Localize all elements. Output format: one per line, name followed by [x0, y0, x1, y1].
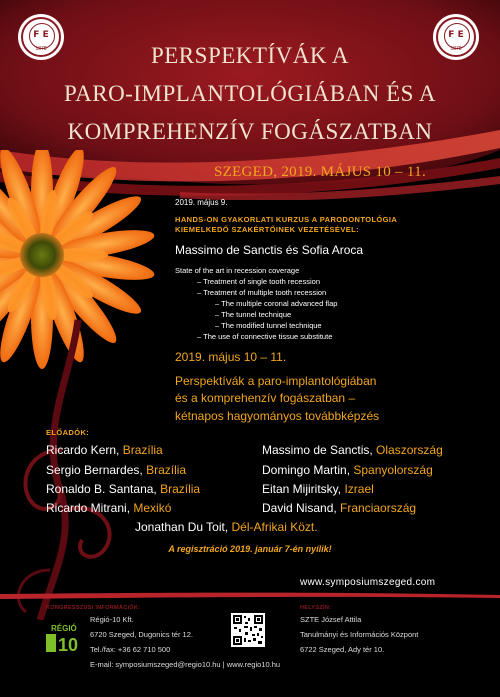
registration-notice: A regisztráció 2019. január 7-én nyílik!: [168, 544, 332, 554]
course-heading-line-2: KIEMELKEDŐ SZAKÉRTŐINEK VEZETÉSÉVEL:: [175, 225, 359, 234]
conference-date: 2019. május 10 – 11.: [175, 350, 287, 364]
conference-title-line-1: Perspektívák a paro-implantológiában: [175, 374, 377, 388]
speaker-entry: Ricardo Mitrani, Mexikó: [46, 501, 172, 515]
course-topics-list: [175, 265, 337, 342]
speaker-entry: Domingo Martin, Spanyolország: [262, 463, 433, 477]
regio10-logo: [46, 622, 88, 654]
topic-item: – Treatment of multiple tooth recession: [197, 288, 327, 297]
company-address: 6720 Szeged, Dugonics tér 12.: [90, 630, 193, 639]
society-seal-left: F E 1878: [18, 14, 64, 60]
speaker-entry: David Nisand, Franciaország: [262, 501, 417, 515]
venue-line-3: 6722 Szeged, Ady tér 10.: [300, 645, 385, 654]
topic-item: – The multiple coronal advanced flap: [215, 299, 338, 308]
venue-line-1: SZTE József Attila: [300, 615, 362, 624]
title-line-2: PARO-IMPLANTOLÓGIÁBAN ÉS A: [63, 81, 437, 106]
topic-item: State of the art in recession coverage: [175, 266, 300, 275]
footer-divider: [0, 592, 500, 600]
company-contact[interactable]: E-mail: symposiumszeged@regio10.hu | www.regio10.hu: [90, 660, 281, 669]
svg-text:10: 10: [58, 635, 79, 654]
title-line-3: KOMPREHENZÍV FOGÁSZATBAN: [67, 119, 433, 144]
website-link[interactable]: www.symposiumszeged.com: [300, 577, 436, 588]
speaker-entry: Sergio Bernardes, Brazília: [46, 463, 187, 477]
conference-title-line-3: kétnapos hagyományos továbbképzés: [175, 409, 380, 423]
topic-item: – Treatment of single tooth recession: [197, 277, 320, 286]
speaker-entry: Massimo de Sanctis, Olaszország: [262, 443, 443, 457]
conference-title-line-2: és a komprehenzív fogászatban –: [175, 391, 356, 405]
title-line-1: PERSPEKTÍVÁK A: [150, 43, 350, 68]
speakers-heading: ELŐADÓK:: [46, 428, 90, 437]
society-seal-right: F E 1878: [433, 14, 479, 60]
speaker-entry: Ricardo Kern, Brazília: [46, 443, 163, 457]
svg-text:RÉGIÓ: RÉGIÓ: [51, 624, 77, 633]
topic-item: – The modified tunnel technique: [215, 321, 322, 330]
topic-item: – The use of connective tissue substitute: [197, 332, 333, 341]
event-date: SZEGED, 2019. MÁJUS 10 – 11.: [213, 164, 427, 180]
company-phone: Tel./fax: +36 62 710 500: [90, 645, 171, 654]
speaker-entry: Ronaldo B. Santana, Brazília: [46, 482, 201, 496]
course-date: 2019. május 9.: [175, 198, 228, 207]
speaker-entry: Jonathan Du Toit, Dél-Afrikai Közt.: [135, 520, 318, 534]
company-name: Régió-10 Kft.: [90, 615, 134, 624]
venue-line-2: Tanulmányi és Információs Központ: [300, 630, 419, 639]
info-heading: KONGRESSZUSI INFORMÁCIÓK:: [46, 605, 141, 611]
venue-heading: HELYSZÍN:: [300, 605, 332, 611]
course-speakers: Massimo de Sanctis és Sofia Aroca: [175, 243, 364, 257]
speaker-entry: Eitan Mijiritsky, Izrael: [262, 482, 374, 496]
topic-item: – The tunnel technique: [215, 310, 292, 319]
course-heading-line-1: HANDS-ON GYAKORLATI KURZUS A PARODONTOLÓGIA: [175, 215, 398, 224]
qr-code: [231, 613, 265, 647]
